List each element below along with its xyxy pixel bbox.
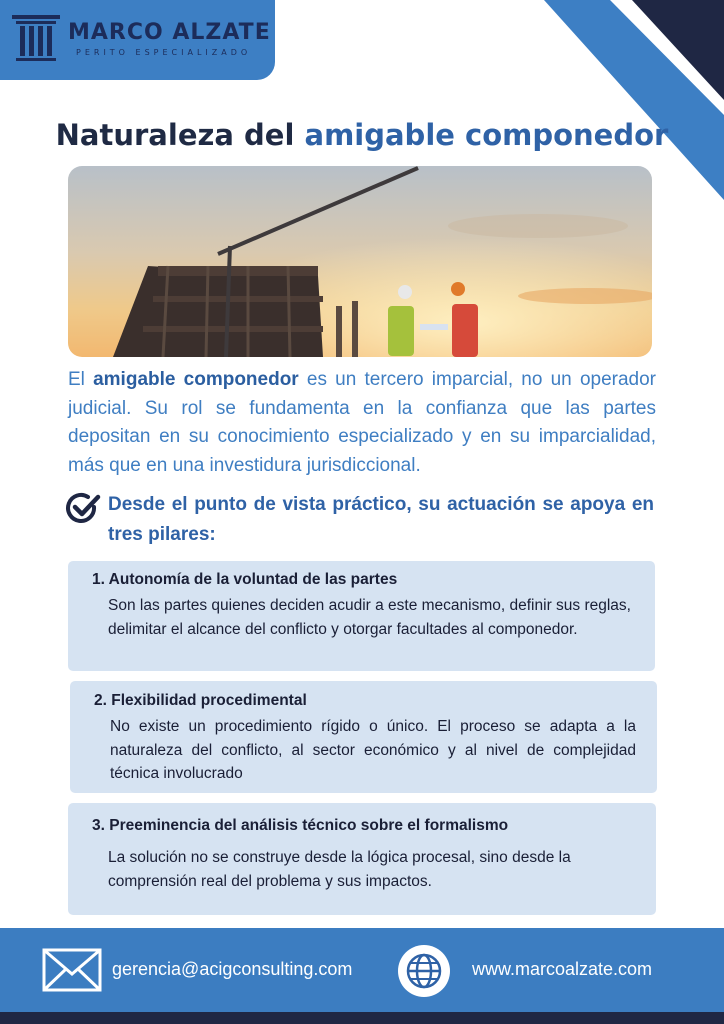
pillar-card-1 (68, 561, 655, 671)
envelope-icon (42, 948, 102, 992)
pillar-description: No existe un procedimiento rígido o único. El proceso se adapta a la naturaleza del conflicto, al sector económico y al nivel de complejidad técnica involucrado (110, 718, 636, 782)
globe-icon (406, 953, 442, 989)
hero-image (68, 166, 652, 357)
footer-bottom-bar (0, 1012, 724, 1024)
email-link[interactable]: gerencia@acigconsulting.com (112, 959, 353, 979)
page-title (0, 118, 724, 152)
brand-name: MARCO ALZATE (68, 20, 271, 45)
footer (0, 928, 724, 1012)
pillar-title: 3. Preeminencia del análisis técnico sobre el formalismo (92, 817, 509, 834)
website-link[interactable]: www.marcoalzate.com (472, 959, 653, 979)
title-part-2: amigable componedor (304, 118, 669, 152)
brand-tagline: PERITO ESPECIALIZADO (76, 48, 252, 57)
pillar-title: 1. Autonomía de la voluntad de las partes (92, 571, 398, 588)
intro-post: es un tercero imparcial, no un operador judicial. Su rol se fundamenta en la confianza que las partes depositan en su conocimiento especializado y en su imparcialidad, más que en una investidura jurisdiccional. (68, 369, 656, 476)
check-circle-icon (64, 490, 102, 528)
intro-bold: amigable componedor (93, 369, 299, 390)
pillar-description: Son las partes quienes deciden acudir a este mecanismo, definir sus reglas, delimitar el alcance del conflicto y otorgar facultades al componedor. (108, 597, 631, 638)
intro-paragraph (68, 366, 656, 480)
brand-header (0, 0, 275, 80)
intro-pre: El (68, 369, 94, 390)
construction-site-image (68, 166, 652, 357)
pillar-description: La solución no se construye desde la lógica procesal, sino desde la comprensión real del problema y sus impactos. (108, 849, 571, 890)
pillars-lead: Desde el punto de vista práctico, su actuación se apoya en tres pilares: (108, 494, 654, 545)
globe-badge (398, 945, 450, 997)
pillar-card-3 (68, 803, 656, 915)
title-part-1: Naturaleza del (55, 118, 305, 152)
column-pillar-logo-icon (10, 13, 62, 65)
pillar-title: 2. Flexibilidad procedimental (94, 692, 307, 709)
pillar-card-2 (70, 681, 657, 793)
